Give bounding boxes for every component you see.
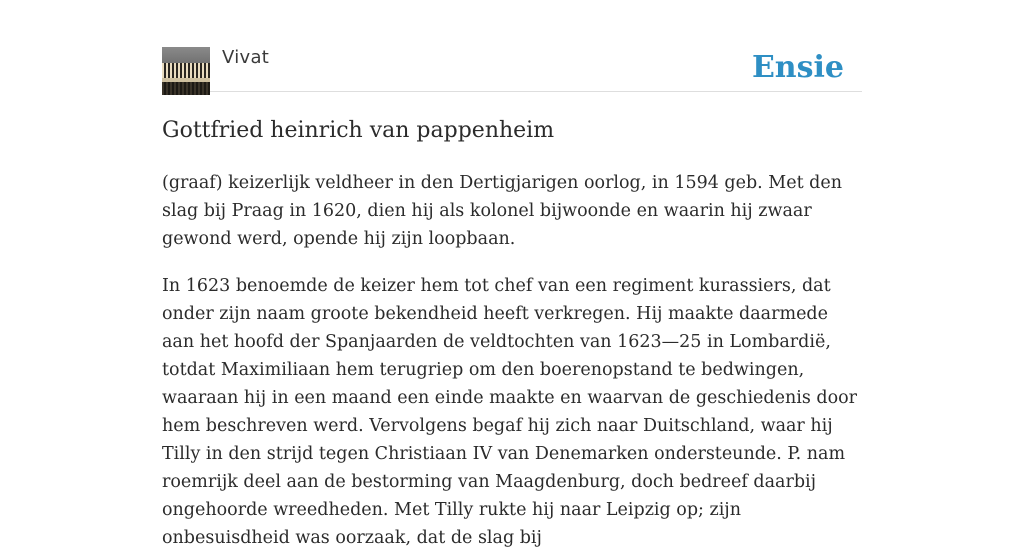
article-header [162, 0, 862, 92]
article-page [162, 0, 862, 548]
username-link[interactable]: Vivat [222, 47, 270, 68]
page-title: Gottfried heinrich van pappenheim [162, 118, 555, 143]
user-avatar[interactable] [162, 47, 210, 95]
definition-paragraph: In 1623 benoemde de keizer hem tot chef van een regiment kurassiers, dat onder zijn naam groote bekendheid heeft verkregen. Hij maakte daarmede aan het hoofd der Spanjaarden de veldtochten van 1623—25 in Lombardië, totdat Maximiliaan hem terugriep om den boerenopstand te bedwingen, waaraan hij in een maand een einde maakte en waarvan de geschiedenis door hem beschreven werd. Vervolgens begaf hij zich naar Duitschland, waar hij Tilly in den strijd tegen Christiaan IV van Denemarken ondersteunde. P. nam roemrijk deel aan de bestorming van Maagdenburg, doch bedreef daarbij ongehoorde wreedheden. Met Tilly rukte hij naar Leipzig op; zijn onbesuisdheid was oorzaak, dat de slag bij [162, 276, 858, 548]
definition-paragraph: (graaf) keizerlijk veldheer in den Dertigjarigen oorlog, in 1594 geb. Met den slag bij Praag in 1620, dien hij als kolonel bijwoonde en waarin hij zwaar gewond werd, opende hij zijn loopbaan. [162, 173, 843, 249]
brand-logo[interactable]: Ensie [751, 50, 844, 85]
